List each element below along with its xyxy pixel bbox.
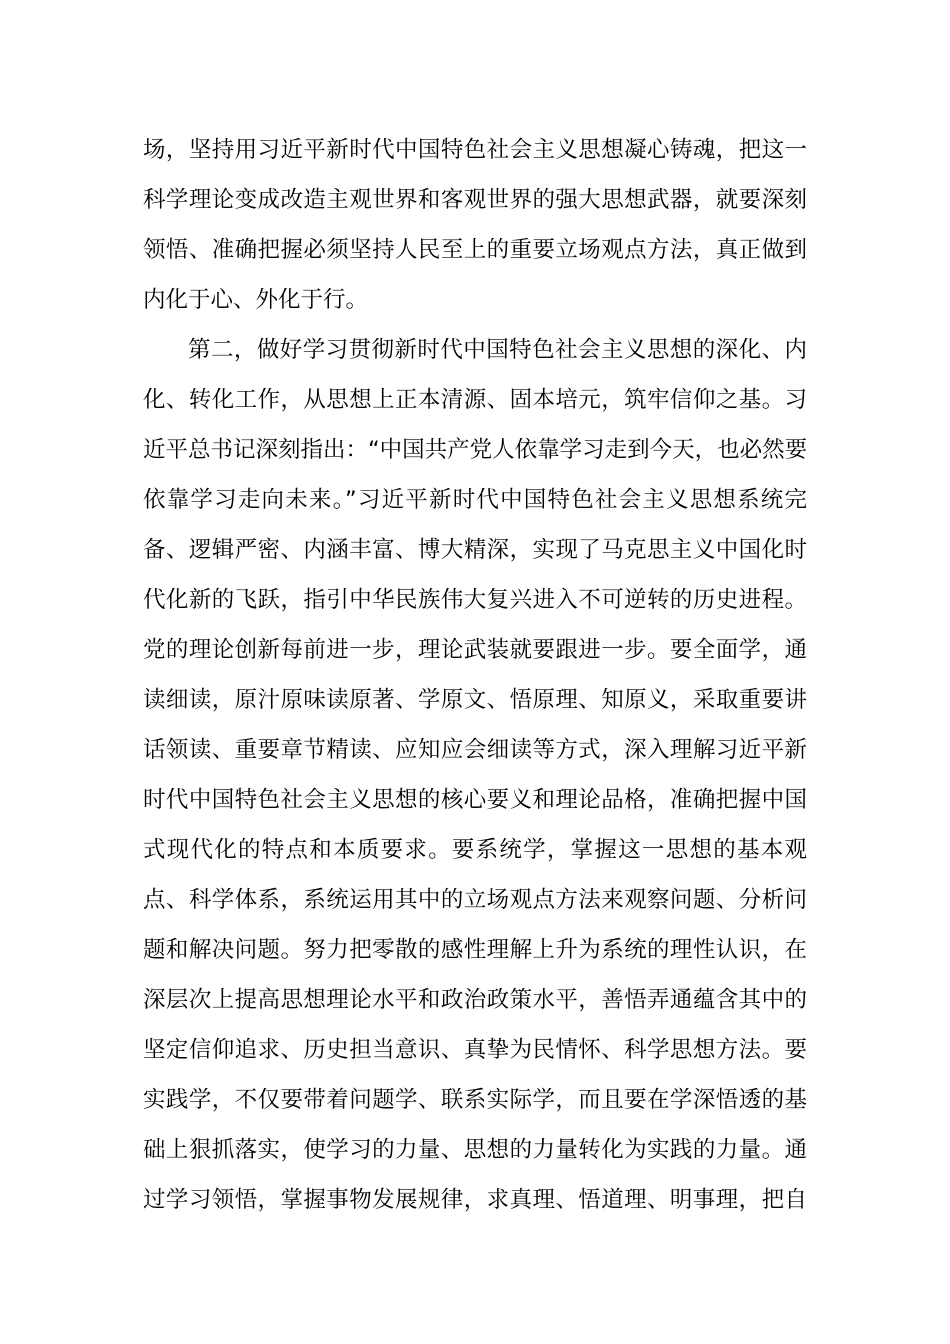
text-line: 实践学，不仅要带着问题学、联系实际学，而且要在学深悟透的基 [143, 1087, 807, 1113]
text-line: 第二，做好学习贯彻新时代中国特色社会主义思想的深化、内 [188, 337, 807, 363]
text-line: 领悟、准确把握必须坚持人民至上的重要立场观点方法，真正做到 [143, 237, 807, 263]
text-line: 话领读、重要章节精读、应知应会细读等方式，深入理解习近平新 [143, 737, 807, 763]
text-line: 深层次上提高思想理论水平和政治政策水平，善悟弄通蕴含其中的 [143, 987, 807, 1013]
paragraph-1 [143, 125, 807, 325]
text-line: 近平总书记深刻指出：“中国共产党人依靠学习走到今天，也必然要 [143, 437, 808, 463]
text-line: 础上狠抓落实，使学习的力量、思想的力量转化为实践的力量。通 [143, 1137, 807, 1163]
text-line: 时代中国特色社会主义思想的核心要义和理论品格，准确把握中国 [143, 787, 807, 813]
text-line: 点、科学体系，系统运用其中的立场观点方法来观察问题、分析问 [143, 887, 807, 913]
text-line: 式现代化的特点和本质要求。要系统学，掌握这一思想的基本观 [143, 837, 807, 863]
text-line: 党的理论创新每前进一步，理论武装就要跟进一步。要全面学，通 [143, 637, 807, 663]
paragraph-2 [143, 325, 807, 1225]
text-line: 内化于心、外化于行。 [143, 287, 369, 313]
text-line: 读细读，原汁原味读原著、学原文、悟原理、知原义，采取重要讲 [143, 687, 807, 713]
text-line: 化、转化工作，从思想上正本清源、固本培元，筑牢信仰之基。习 [143, 387, 807, 413]
text-line: 依靠学习走向未来。”习近平新时代中国特色社会主义思想系统完 [143, 487, 807, 513]
text-line: 科学理论变成改造主观世界和客观世界的强大思想武器，就要深刻 [143, 187, 807, 213]
text-line: 备、逻辑严密、内涵丰富、博大精深，实现了马克思主义中国化时 [143, 537, 807, 563]
text-line: 题和解决问题。努力把零散的感性理解上升为系统的理性认识，在 [143, 937, 807, 963]
document-body [143, 125, 807, 1225]
text-line: 代化新的飞跃，指引中华民族伟大复兴进入不可逆转的历史进程。 [143, 587, 807, 613]
text-line: 坚定信仰追求、历史担当意识、真挚为民情怀、科学思想方法。要 [143, 1037, 807, 1063]
text-line: 场，坚持用习近平新时代中国特色社会主义思想凝心铸魂，把这一 [143, 137, 807, 163]
text-line: 过学习领悟，掌握事物发展规律，求真理、悟道理、明事理，把自 [143, 1187, 807, 1213]
